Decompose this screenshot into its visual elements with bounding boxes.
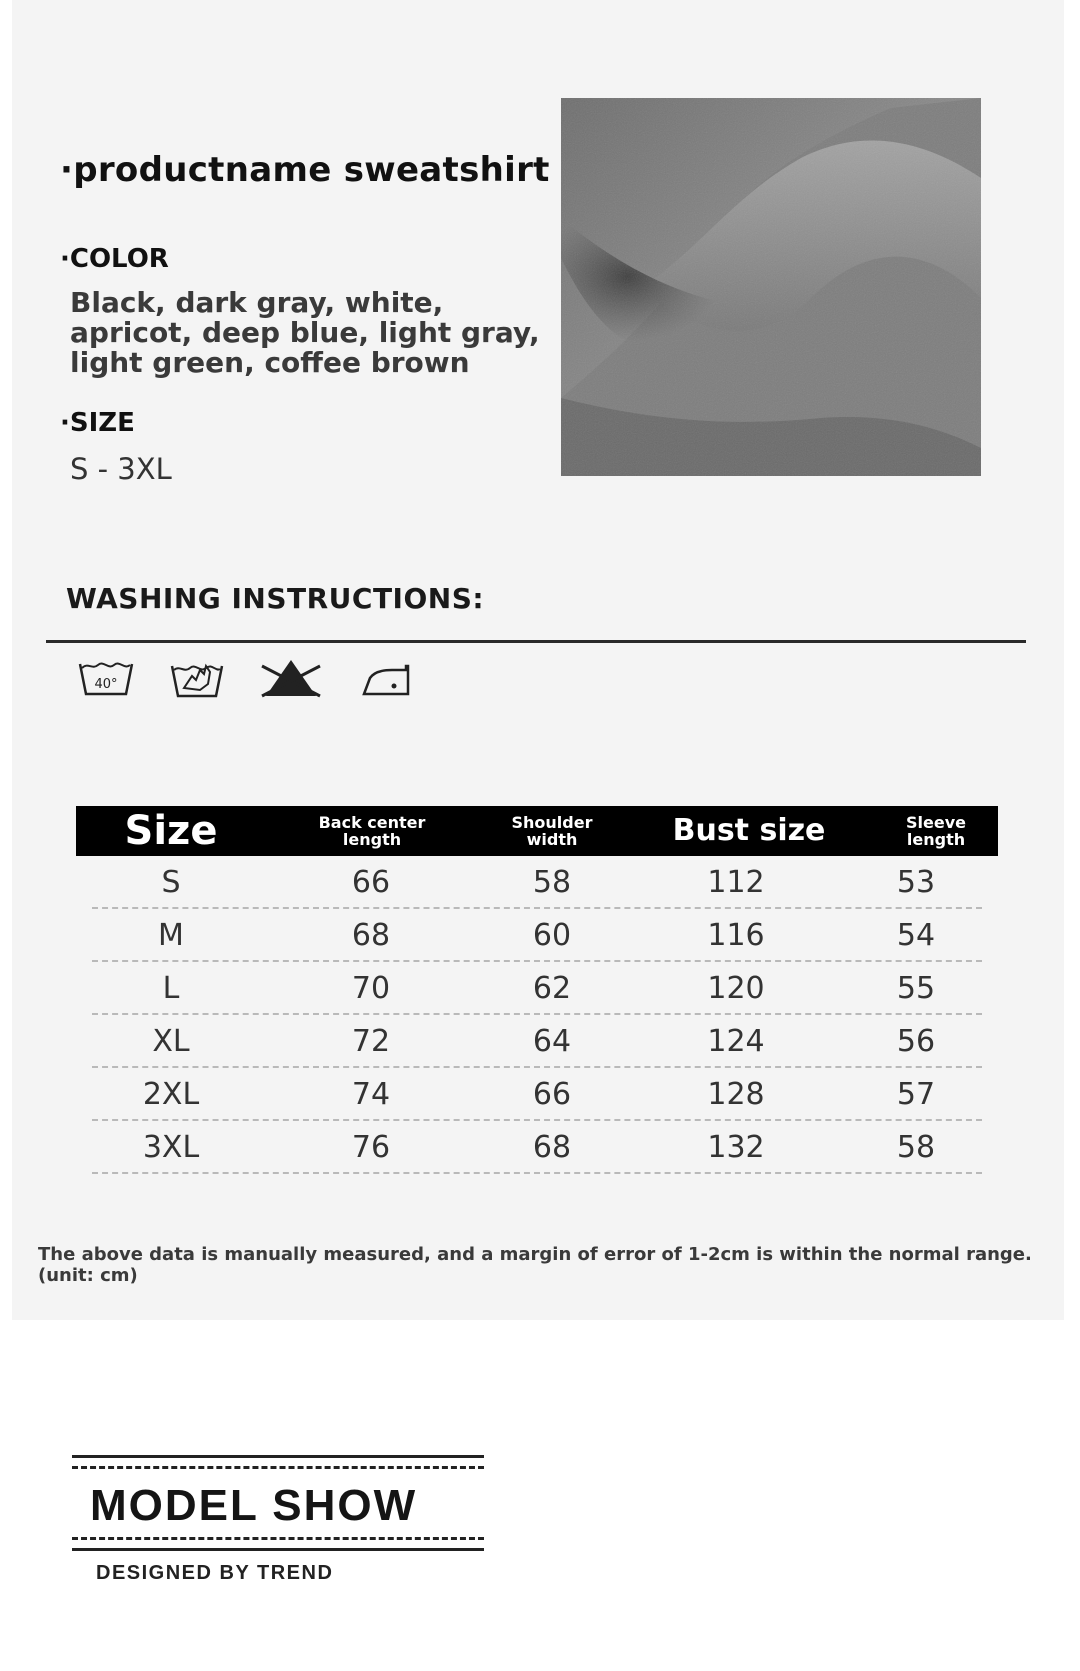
no-bleach-icon xyxy=(260,656,322,700)
model-show-subtitle: DESIGNED BY TREND xyxy=(96,1562,334,1584)
cell-shoulder-width: 68 xyxy=(532,1130,572,1165)
wash-temp-label: 40° xyxy=(94,677,118,692)
model-show-title: MODEL SHOW xyxy=(90,1481,418,1530)
cell-size: M xyxy=(158,918,184,953)
divider xyxy=(46,640,1026,643)
model-show-banner xyxy=(72,1455,484,1551)
cell-size: L xyxy=(162,971,180,1006)
iron-icon xyxy=(362,656,412,700)
cell-sleeve-length: 58 xyxy=(896,1130,936,1165)
product-title: ·productname sweatshirt xyxy=(60,150,550,190)
table-row xyxy=(76,1121,998,1174)
cell-back-center-length: 70 xyxy=(351,971,391,1006)
cell-shoulder-width: 66 xyxy=(532,1077,572,1112)
cell-back-center-length: 68 xyxy=(351,918,391,953)
washing-title: WASHING INSTRUCTIONS: xyxy=(66,582,485,615)
cell-back-center-length: 66 xyxy=(351,865,391,900)
table-row xyxy=(76,1015,998,1068)
cell-bust-size: 116 xyxy=(707,918,765,953)
table-row xyxy=(76,1068,998,1121)
cell-back-center-length: 72 xyxy=(351,1024,391,1059)
cell-shoulder-width: 62 xyxy=(532,971,572,1006)
cell-shoulder-width: 64 xyxy=(532,1024,572,1059)
cell-sleeve-length: 55 xyxy=(896,971,936,1006)
cell-shoulder-width: 58 xyxy=(532,865,572,900)
size-range: S - 3XL xyxy=(70,452,172,486)
table-row xyxy=(76,909,998,962)
cell-shoulder-width: 60 xyxy=(532,918,572,953)
fabric-photo xyxy=(561,98,981,476)
measurement-note: The above data is manually measured, and a margin of error of 1-2cm is within the normal range. (unit: cm) xyxy=(38,1244,1032,1286)
banner-bottom-rule xyxy=(72,1537,484,1551)
size-table-body xyxy=(76,856,998,1174)
cell-bust-size: 128 xyxy=(707,1077,765,1112)
cell-back-center-length: 76 xyxy=(351,1130,391,1165)
cell-sleeve-length: 57 xyxy=(896,1077,936,1112)
cell-size: S xyxy=(161,865,181,900)
table-row xyxy=(76,962,998,1015)
cell-bust-size: 124 xyxy=(707,1024,765,1059)
cell-bust-size: 132 xyxy=(707,1130,765,1165)
cell-sleeve-length: 53 xyxy=(896,865,936,900)
cell-sleeve-length: 54 xyxy=(896,918,936,953)
wash-40-icon xyxy=(78,656,134,700)
color-heading: ·COLOR xyxy=(60,244,169,274)
hand-wash-icon xyxy=(170,656,224,700)
cell-sleeve-length: 56 xyxy=(896,1024,936,1059)
header-back-center-length: Back center length xyxy=(318,813,426,849)
table-row xyxy=(76,856,998,909)
cell-size: 2XL xyxy=(142,1077,200,1112)
banner-top-rule xyxy=(72,1455,484,1469)
cell-bust-size: 112 xyxy=(707,865,765,900)
size-heading: ·SIZE xyxy=(60,408,135,438)
header-bust-size: Bust size xyxy=(672,813,826,848)
header-size: Size xyxy=(124,808,218,854)
cell-bust-size: 120 xyxy=(707,971,765,1006)
color-list: Black, dark gray, white, apricot, deep blue, light gray, light green, coffee brown xyxy=(70,286,540,379)
cell-size: XL xyxy=(152,1024,190,1059)
cell-size: 3XL xyxy=(142,1130,200,1165)
size-table xyxy=(76,806,998,1174)
header-sleeve-length: Sleeve length xyxy=(906,813,966,849)
cell-back-center-length: 74 xyxy=(351,1077,391,1112)
header-shoulder-width: Shoulder width xyxy=(511,813,593,849)
size-table-header xyxy=(76,806,998,856)
